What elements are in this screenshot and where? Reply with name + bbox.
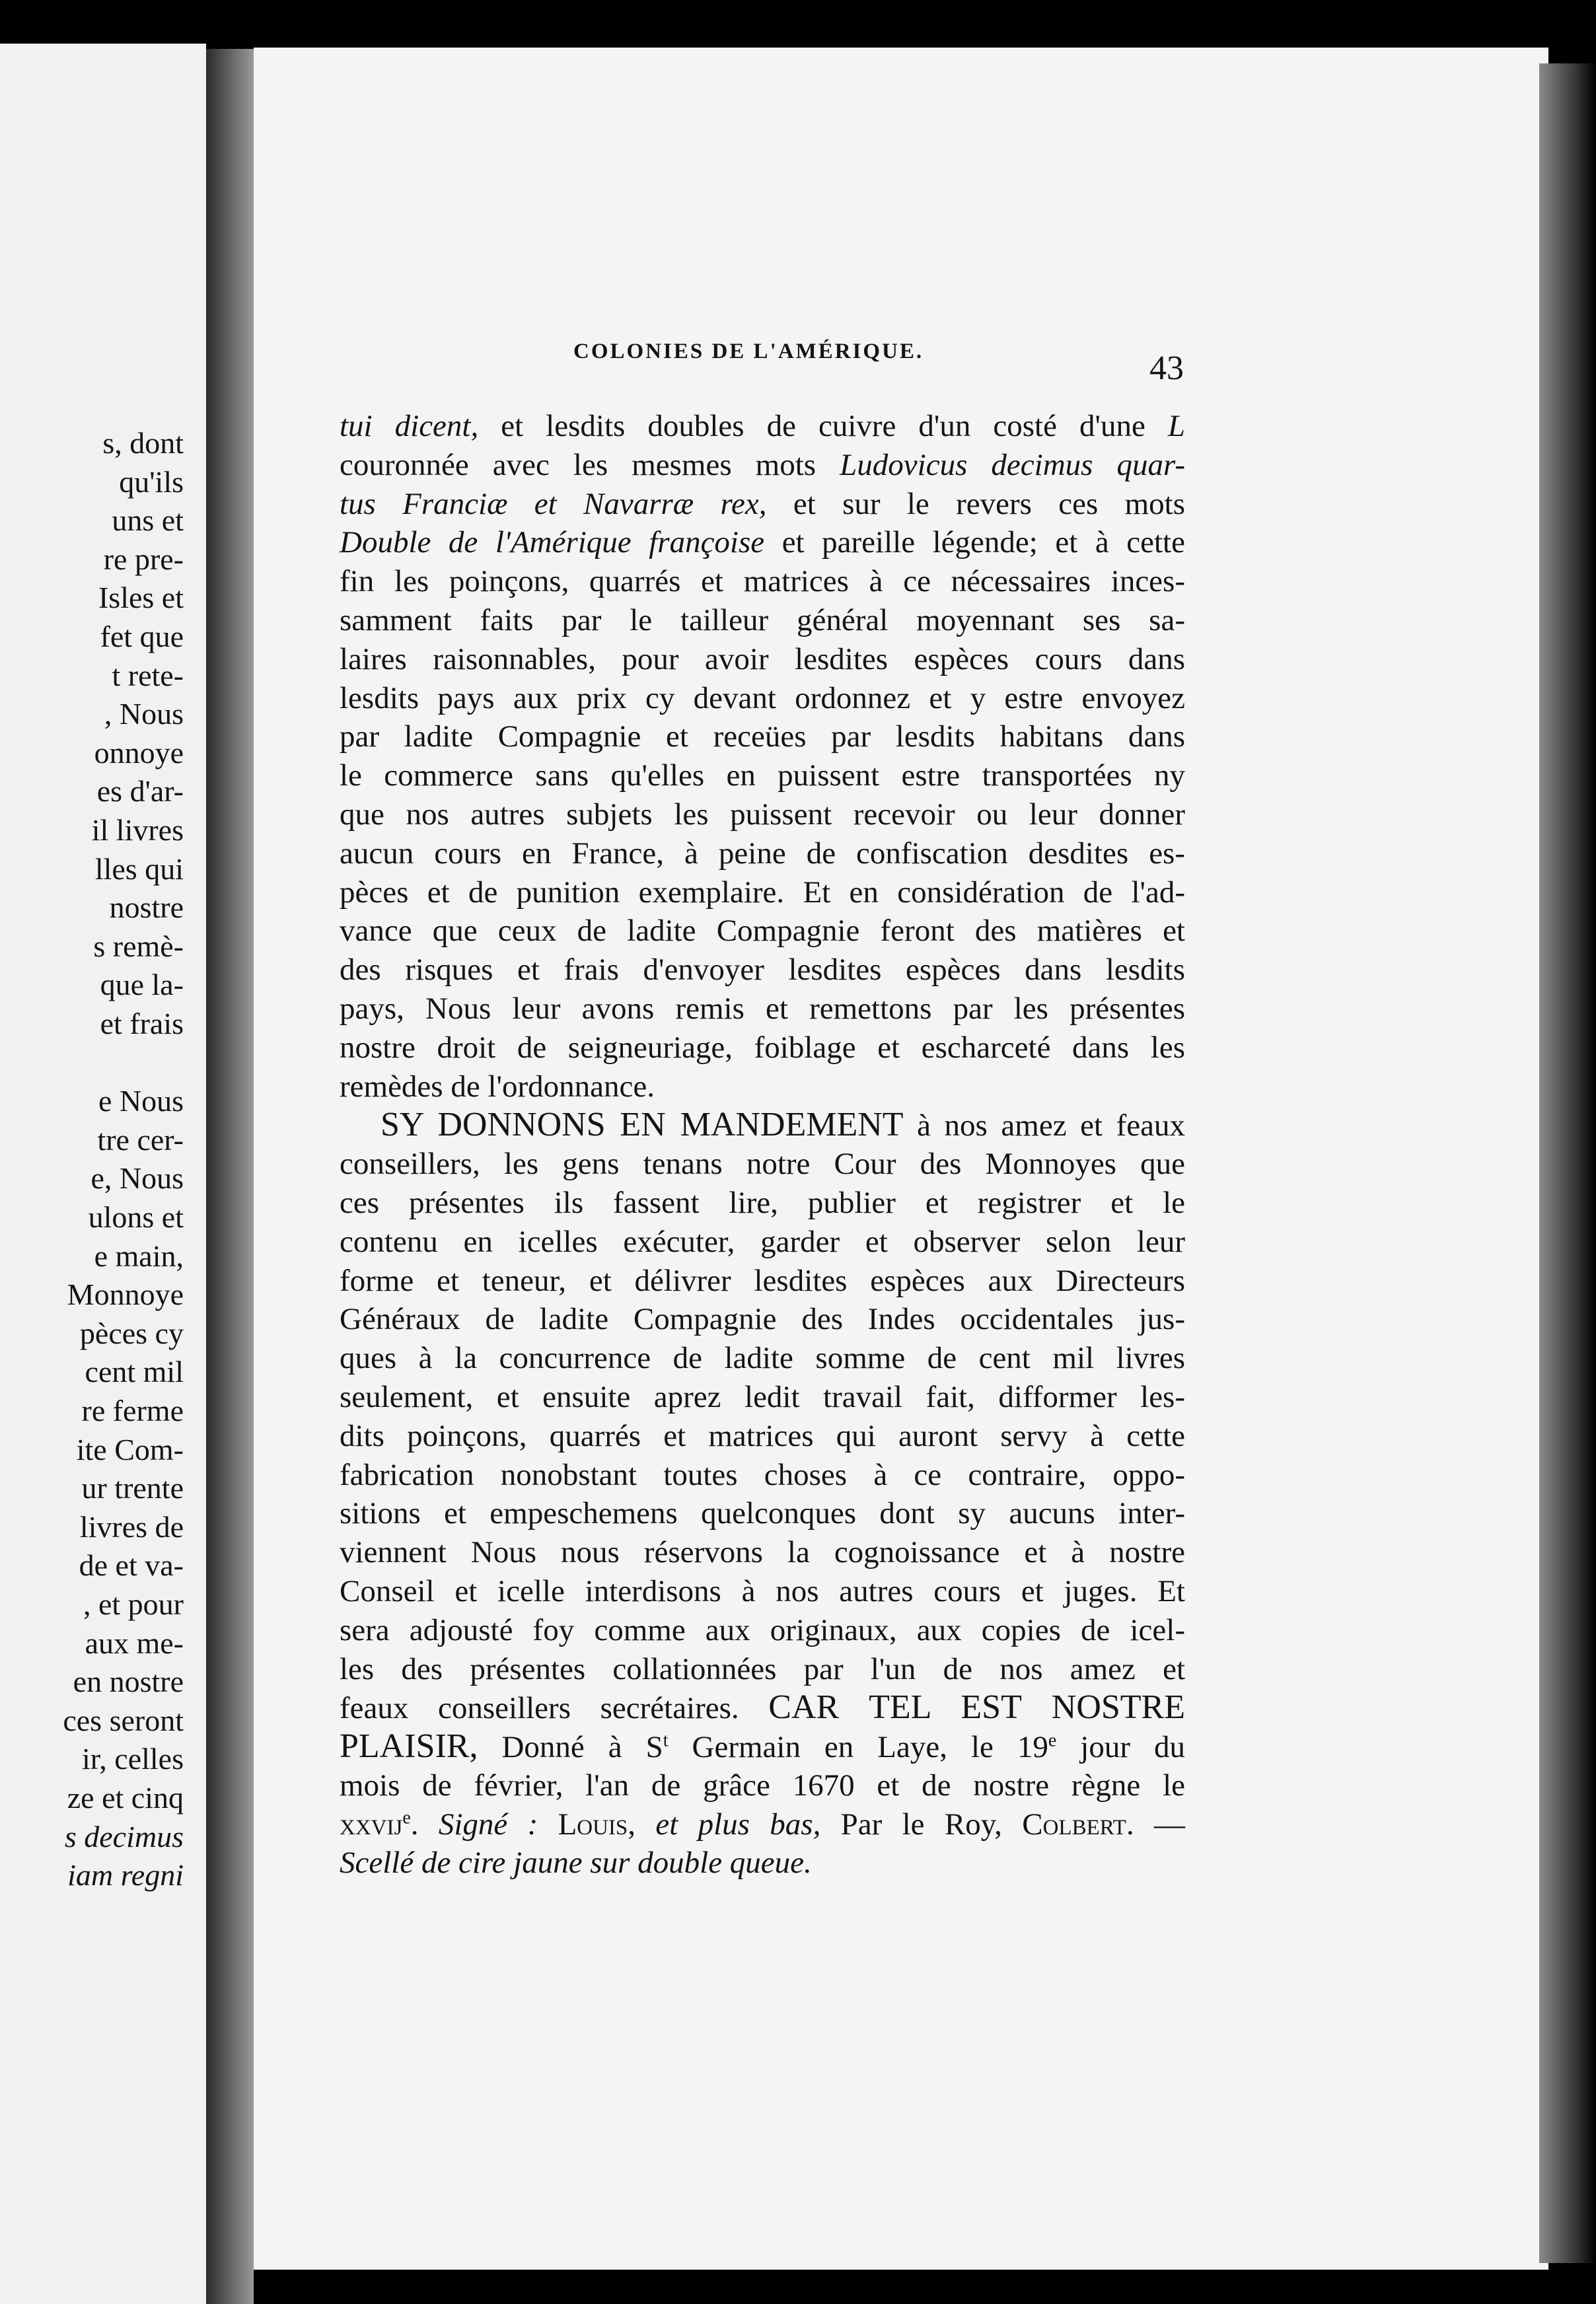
text-segment: sera adjousté foy comme aux originaux, aux copies de icel-	[340, 1612, 1185, 1647]
text-segment: et pareille légende; et à cette	[764, 525, 1185, 560]
left-page-line: s decimus	[64, 1819, 184, 1854]
text-line	[340, 1262, 1185, 1301]
text-segment: que nos autres subjets les puissent recevoir ou leur donner	[340, 797, 1185, 832]
page-edge-shadow	[1539, 63, 1596, 2263]
left-page-line: ze et cinq	[67, 1781, 184, 1815]
text-segment: pèces et de punition exemplaire. Et en considération de l'ad-	[340, 875, 1185, 910]
text-segment: e	[402, 1807, 411, 1828]
text-segment: ces présentes ils fassent lire, publier et registrer et le	[340, 1185, 1185, 1220]
text-line	[340, 446, 1185, 485]
text-line	[340, 485, 1185, 524]
text-segment: fin les poinçons, quarrés et matrices à ce nécessaires inces-	[340, 564, 1185, 599]
text-segment: aucun cours en France, à peine de confiscation desdites es-	[340, 836, 1185, 871]
running-head: COLONIES DE L'AMÉRIQUE.	[573, 340, 924, 363]
text-segment: SY DONNONS EN MANDEMENT	[381, 1106, 904, 1144]
text-segment: Généraux de ladite Compagnie des Indes occidentales jus-	[340, 1302, 1185, 1337]
text-segment: Double de l'Amérique françoise	[340, 525, 765, 560]
left-page-line: Isles et	[98, 581, 184, 615]
text-line	[340, 1456, 1185, 1495]
left-page-line: fet que	[100, 620, 184, 653]
text-segment: tus Franciæ et Navarræ rex,	[340, 486, 767, 521]
left-page-line: uns et	[112, 503, 184, 538]
text-segment: et sur le revers ces mots	[766, 486, 1185, 521]
text-segment: mois de février, l'an de grâce 1670 et de nostre règne le	[340, 1768, 1185, 1803]
left-page-line: ces seront	[63, 1703, 184, 1737]
left-page-line: es d'ar-	[96, 774, 184, 809]
text-segment: dits poinçons, quarrés et matrices qui auront servy à cette	[340, 1418, 1185, 1453]
text-segment: Scellé de cire jaune sur double queue.	[340, 1846, 812, 1881]
left-page-line: Monnoye	[67, 1278, 184, 1312]
text-segment: seulement, et ensuite aprez ledit travail fait, difformer les-	[340, 1379, 1185, 1414]
text-segment: viennent Nous nous réservons la cognoissance et à nostre	[340, 1535, 1185, 1570]
text-segment: par ladite Compagnie et receües par lesdits habitans dans	[340, 719, 1185, 754]
text-segment: .	[410, 1807, 439, 1842]
left-page-line: ulons et	[88, 1200, 184, 1234]
text-segment: le commerce sans qu'elles en puissent estre transportées ny	[340, 758, 1185, 793]
text-segment: Signé :	[438, 1807, 538, 1842]
text-line	[340, 1223, 1185, 1262]
text-segment: les des présentes collationnées par l'un de nos amez et	[340, 1651, 1185, 1686]
left-page-line: ite Com-	[76, 1432, 184, 1466]
text-line	[340, 873, 1185, 912]
text-line	[340, 1378, 1185, 1417]
text-segment: L	[1167, 409, 1185, 443]
text-line	[340, 795, 1185, 834]
text-line	[340, 1688, 1185, 1727]
left-page-line: e Nous	[98, 1084, 184, 1118]
left-page-line: onnoye	[94, 735, 184, 770]
left-page-line: re pre-	[103, 542, 184, 576]
left-page-fragment	[0, 44, 206, 2304]
text-segment: pays, Nous leur avons remis et remettons par les présentes	[340, 991, 1185, 1026]
text-line	[340, 1106, 1185, 1145]
text-segment: Par le Roy,	[820, 1807, 1023, 1842]
text-line	[340, 1805, 1185, 1844]
text-line	[340, 990, 1185, 1028]
text-segment: Colbert	[1022, 1807, 1126, 1842]
text-segment: . —	[1126, 1807, 1186, 1842]
text-segment: conseillers, les gens tenans notre Cour des Monnoyes que	[340, 1147, 1185, 1182]
text-line	[340, 640, 1185, 679]
text-line	[340, 912, 1185, 951]
left-page-line: aux me-	[85, 1626, 184, 1660]
text-segment: e	[1048, 1730, 1057, 1751]
body-text	[340, 407, 1185, 1883]
left-page-line: pèces cy	[79, 1316, 184, 1350]
text-line	[340, 562, 1185, 601]
left-page-line: nostre	[109, 890, 184, 925]
text-line	[340, 1572, 1185, 1611]
text-line	[340, 1844, 1185, 1883]
text-segment: feaux conseillers secrétaires.	[340, 1691, 769, 1726]
text-segment: tui dicent,	[340, 409, 479, 443]
text-segment: CAR TEL EST NOSTRE	[768, 1688, 1185, 1727]
text-segment: Donné à S	[478, 1730, 663, 1765]
left-page-line: tre cer-	[97, 1122, 184, 1157]
text-line	[340, 1650, 1185, 1689]
left-page-line: qu'ils	[119, 464, 184, 499]
text-segment: jour du	[1056, 1730, 1185, 1765]
text-segment: à nos amez et feaux	[903, 1108, 1185, 1143]
left-page-line: livres de	[79, 1509, 184, 1544]
text-segment: PLAISIR,	[340, 1727, 478, 1766]
text-segment: remèdes de l'ordonnance.	[340, 1069, 655, 1104]
text-segment: t	[663, 1730, 669, 1751]
text-line	[340, 1067, 1185, 1106]
left-page-line: il livres	[91, 813, 184, 847]
left-page-line: , Nous	[104, 697, 184, 731]
text-segment: lesdits pays aux prix cy devant ordonnez et y estre envoyez	[340, 680, 1185, 715]
text-segment: Conseil et icelle interdisons à nos autres cours et juges. Et	[340, 1573, 1185, 1608]
text-segment: Ludovicus decimus quar-	[840, 447, 1185, 482]
text-line	[340, 1533, 1185, 1572]
left-page-line: ir, celles	[82, 1742, 184, 1776]
text-segment: xxvij	[340, 1807, 403, 1842]
text-segment: nostre droit de seigneuriage, foiblage et escharceté dans les	[340, 1030, 1185, 1065]
left-page-line: e, Nous	[91, 1161, 184, 1196]
text-line	[340, 601, 1185, 640]
text-line	[340, 523, 1185, 562]
left-page-line: re ferme	[81, 1394, 184, 1427]
left-page-line: ur trente	[81, 1471, 184, 1505]
text-line	[340, 717, 1185, 756]
text-segment: contenu en icelles exécuter, garder et observer selon leur	[340, 1224, 1185, 1259]
left-page-line: s remè-	[93, 929, 184, 963]
text-segment: sitions et empeschemens quelconques dont sy aucuns inter-	[340, 1496, 1185, 1531]
text-segment: et lesdits doubles de cuivre d'un costé d'une	[478, 409, 1168, 443]
text-line	[340, 1417, 1185, 1456]
text-line	[340, 1727, 1185, 1766]
text-line	[340, 1494, 1185, 1533]
left-page-line: lles qui	[94, 851, 184, 886]
text-line	[340, 1184, 1185, 1223]
text-line	[340, 1339, 1185, 1378]
text-line	[340, 1611, 1185, 1650]
text-line	[340, 407, 1185, 446]
text-segment: Louis,	[538, 1807, 636, 1842]
text-segment: Germain en Laye, le 19	[668, 1730, 1048, 1765]
left-page-line: e main,	[94, 1239, 184, 1273]
text-segment: laires raisonnables, pour avoir lesdites espèces cours dans	[340, 641, 1185, 676]
page-number: 43	[1149, 349, 1184, 387]
left-page-line: de et va-	[79, 1548, 184, 1583]
text-line	[340, 1028, 1185, 1067]
text-line	[340, 679, 1185, 718]
left-page-line: cent mil	[85, 1355, 184, 1389]
left-page-line: en nostre	[73, 1665, 184, 1699]
text-line	[340, 834, 1185, 873]
left-page-line: iam regni	[67, 1858, 184, 1892]
left-page-line: et frais	[100, 1007, 184, 1040]
text-line	[340, 1145, 1185, 1184]
left-page-line: t rete-	[112, 658, 184, 692]
text-segment: vance que ceux de ladite Compagnie feront des matières et	[340, 914, 1185, 949]
left-page-line: , et pour	[83, 1587, 184, 1621]
text-segment: et plus bas,	[655, 1807, 821, 1842]
text-line	[340, 756, 1185, 795]
text-segment: couronnée avec les mesmes mots	[340, 447, 840, 482]
left-page-line: que la-	[100, 968, 184, 1002]
text-segment: ques à la concurrence de ladite somme de cent mil livres	[340, 1341, 1185, 1376]
text-segment: des risques et frais d'envoyer lesdites espèces dans lesdits	[340, 953, 1185, 988]
book-gutter	[206, 49, 254, 2304]
text-segment: forme et teneur, et délivrer lesdites espèces aux Directeurs	[340, 1263, 1185, 1298]
text-segment: fabrication nonobstant toutes choses à ce contraire, oppo-	[340, 1457, 1185, 1492]
text-line	[340, 1300, 1185, 1339]
text-segment	[635, 1807, 655, 1842]
left-page-line: s, dont	[102, 426, 184, 460]
text-segment: samment faits par le tailleur général moyennant ses sa-	[340, 602, 1185, 637]
text-line	[340, 1766, 1185, 1805]
text-line	[340, 951, 1185, 990]
